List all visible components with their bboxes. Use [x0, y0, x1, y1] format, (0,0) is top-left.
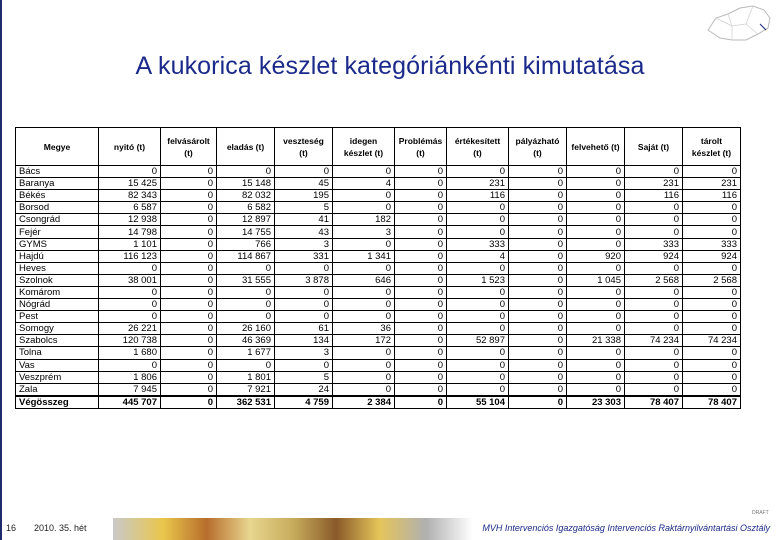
value-cell: 0: [395, 262, 447, 274]
value-cell: 0: [567, 178, 625, 190]
table-row: [16, 371, 741, 383]
value-cell: 14 755: [217, 226, 275, 238]
value-cell: 0: [567, 383, 625, 396]
value-cell: 26 221: [99, 323, 161, 335]
value-cell: 0: [217, 359, 275, 371]
table-row: [16, 311, 741, 323]
value-cell: 0: [395, 166, 447, 178]
value-cell: 0: [567, 371, 625, 383]
county-cell: Tolna: [16, 347, 99, 359]
value-cell: 1 801: [217, 371, 275, 383]
column-header: nyitó (t): [99, 128, 161, 166]
county-cell: Bács: [16, 166, 99, 178]
value-cell: 0: [509, 299, 567, 311]
value-cell: 0: [217, 299, 275, 311]
value-cell: 0: [161, 226, 217, 238]
value-cell: 0: [625, 347, 683, 359]
value-cell: 0: [447, 323, 509, 335]
table-row: [16, 286, 741, 298]
value-cell: 2 568: [625, 274, 683, 286]
value-cell: 0: [395, 250, 447, 262]
value-cell: 0: [567, 226, 625, 238]
value-cell: 116 123: [99, 250, 161, 262]
value-cell: 3: [333, 226, 395, 238]
value-cell: 0: [683, 299, 741, 311]
column-header: eladás (t): [217, 128, 275, 166]
value-cell: 0: [683, 371, 741, 383]
value-cell: 0: [447, 226, 509, 238]
value-cell: 0: [509, 202, 567, 214]
value-cell: 924: [683, 250, 741, 262]
value-cell: 12 938: [99, 214, 161, 226]
value-cell: 0: [567, 347, 625, 359]
value-cell: 445 707: [99, 396, 161, 409]
value-cell: 0: [625, 359, 683, 371]
value-cell: 0: [161, 166, 217, 178]
value-cell: 172: [333, 335, 395, 347]
value-cell: 5: [275, 202, 333, 214]
value-cell: 15 148: [217, 178, 275, 190]
value-cell: 38 001: [99, 274, 161, 286]
value-cell: 0: [395, 311, 447, 323]
value-cell: 0: [99, 286, 161, 298]
value-cell: 15 425: [99, 178, 161, 190]
value-cell: 0: [447, 311, 509, 323]
value-cell: 0: [395, 214, 447, 226]
column-header: tárolt készlet (t): [683, 128, 741, 166]
column-header: idegen készlet (t): [333, 128, 395, 166]
value-cell: 26 160: [217, 323, 275, 335]
value-cell: 0: [447, 286, 509, 298]
value-cell: 0: [567, 262, 625, 274]
value-cell: 182: [333, 214, 395, 226]
value-cell: 0: [333, 166, 395, 178]
value-cell: 0: [395, 202, 447, 214]
value-cell: 0: [161, 335, 217, 347]
value-cell: 82 343: [99, 190, 161, 202]
value-cell: 924: [625, 250, 683, 262]
value-cell: 0: [509, 274, 567, 286]
value-cell: 0: [625, 214, 683, 226]
hungary-map-icon: [698, 0, 778, 50]
value-cell: 0: [509, 371, 567, 383]
value-cell: 0: [509, 226, 567, 238]
value-cell: 0: [161, 383, 217, 396]
value-cell: 0: [275, 311, 333, 323]
value-cell: 21 338: [567, 335, 625, 347]
value-cell: 0: [509, 214, 567, 226]
value-cell: 45: [275, 178, 333, 190]
value-cell: 231: [683, 178, 741, 190]
value-cell: 0: [625, 262, 683, 274]
value-cell: 0: [509, 347, 567, 359]
value-cell: 0: [275, 299, 333, 311]
value-cell: 0: [161, 396, 217, 409]
county-cell: Veszprém: [16, 371, 99, 383]
value-cell: 0: [333, 286, 395, 298]
value-cell: 0: [683, 311, 741, 323]
value-cell: 116: [683, 190, 741, 202]
county-cell: Somogy: [16, 323, 99, 335]
county-cell: Békés: [16, 190, 99, 202]
value-cell: 0: [395, 371, 447, 383]
table-row: [16, 238, 741, 250]
value-cell: 3: [275, 238, 333, 250]
value-cell: 1 341: [333, 250, 395, 262]
table-header-row: [16, 128, 741, 166]
value-cell: 0: [333, 238, 395, 250]
value-cell: 0: [683, 262, 741, 274]
value-cell: 0: [99, 262, 161, 274]
value-cell: 0: [217, 286, 275, 298]
value-cell: 0: [161, 299, 217, 311]
footer-department: MVH Intervenciós Igazgatóság Intervenciós Raktárnyilvántartási Osztály: [482, 523, 770, 533]
value-cell: 0: [625, 383, 683, 396]
value-cell: 0: [683, 359, 741, 371]
value-cell: 333: [447, 238, 509, 250]
value-cell: 114 867: [217, 250, 275, 262]
value-cell: 0: [509, 323, 567, 335]
value-cell: 0: [395, 178, 447, 190]
value-cell: 6 582: [217, 202, 275, 214]
value-cell: 0: [395, 286, 447, 298]
stamp-label: DRAFT: [752, 510, 769, 516]
value-cell: 0: [275, 359, 333, 371]
stock-table: [15, 127, 741, 409]
value-cell: 3 878: [275, 274, 333, 286]
value-cell: 0: [625, 286, 683, 298]
value-cell: 0: [625, 166, 683, 178]
value-cell: 0: [509, 359, 567, 371]
value-cell: 0: [333, 262, 395, 274]
value-cell: 4 759: [275, 396, 333, 409]
value-cell: 78 407: [683, 396, 741, 409]
value-cell: 24: [275, 383, 333, 396]
value-cell: 134: [275, 335, 333, 347]
county-cell: Szabolcs: [16, 335, 99, 347]
value-cell: 0: [333, 347, 395, 359]
value-cell: 0: [161, 190, 217, 202]
value-cell: 766: [217, 238, 275, 250]
column-header: Problémás (t): [395, 128, 447, 166]
value-cell: 1 523: [447, 274, 509, 286]
value-cell: 1 806: [99, 371, 161, 383]
value-cell: 7 945: [99, 383, 161, 396]
table-row: [16, 250, 741, 262]
table-row: [16, 335, 741, 347]
total-row: [16, 396, 741, 409]
value-cell: 0: [509, 335, 567, 347]
county-cell: Végösszeg: [16, 396, 99, 409]
table-body: [16, 166, 741, 409]
column-header: felvásárolt (t): [161, 128, 217, 166]
value-cell: 0: [161, 238, 217, 250]
county-cell: Szolnok: [16, 274, 99, 286]
value-cell: 0: [567, 166, 625, 178]
value-cell: 0: [161, 202, 217, 214]
value-cell: 0: [161, 347, 217, 359]
value-cell: 116: [447, 190, 509, 202]
value-cell: 0: [509, 383, 567, 396]
value-cell: 0: [161, 274, 217, 286]
value-cell: 82 032: [217, 190, 275, 202]
value-cell: 0: [683, 214, 741, 226]
value-cell: 0: [509, 178, 567, 190]
value-cell: 0: [333, 190, 395, 202]
value-cell: 61: [275, 323, 333, 335]
value-cell: 0: [625, 299, 683, 311]
value-cell: 0: [161, 371, 217, 383]
value-cell: 0: [447, 262, 509, 274]
county-cell: Heves: [16, 262, 99, 274]
table-row: [16, 323, 741, 335]
value-cell: 0: [567, 238, 625, 250]
value-cell: 0: [683, 166, 741, 178]
column-header: veszteség (t): [275, 128, 333, 166]
value-cell: 0: [567, 323, 625, 335]
value-cell: 3: [275, 347, 333, 359]
value-cell: 1 101: [99, 238, 161, 250]
value-cell: 41: [275, 214, 333, 226]
value-cell: 0: [395, 347, 447, 359]
value-cell: 0: [161, 178, 217, 190]
value-cell: 0: [275, 166, 333, 178]
value-cell: 2 568: [683, 274, 741, 286]
table-row: [16, 178, 741, 190]
value-cell: 0: [395, 383, 447, 396]
value-cell: 4: [447, 250, 509, 262]
value-cell: 331: [275, 250, 333, 262]
value-cell: 0: [395, 226, 447, 238]
value-cell: 0: [509, 190, 567, 202]
value-cell: 0: [275, 286, 333, 298]
page-number: 16: [6, 523, 17, 533]
value-cell: 0: [683, 286, 741, 298]
value-cell: 0: [567, 359, 625, 371]
value-cell: 0: [395, 335, 447, 347]
table-row: [16, 262, 741, 274]
value-cell: 0: [333, 311, 395, 323]
value-cell: 362 531: [217, 396, 275, 409]
value-cell: 31 555: [217, 274, 275, 286]
table-row: [16, 383, 741, 396]
value-cell: 0: [447, 202, 509, 214]
column-header: Megye: [16, 128, 99, 166]
value-cell: 0: [161, 359, 217, 371]
footer-date: 2010. 35. hét: [34, 523, 87, 533]
value-cell: 0: [395, 359, 447, 371]
value-cell: 0: [625, 226, 683, 238]
value-cell: 46 369: [217, 335, 275, 347]
value-cell: 36: [333, 323, 395, 335]
value-cell: 0: [625, 311, 683, 323]
value-cell: 0: [275, 262, 333, 274]
value-cell: 12 897: [217, 214, 275, 226]
value-cell: 120 738: [99, 335, 161, 347]
value-cell: 0: [567, 311, 625, 323]
value-cell: 231: [625, 178, 683, 190]
value-cell: 1 680: [99, 347, 161, 359]
value-cell: 74 234: [683, 335, 741, 347]
value-cell: 0: [567, 299, 625, 311]
county-cell: GYMS: [16, 238, 99, 250]
value-cell: 0: [509, 250, 567, 262]
value-cell: 4: [333, 178, 395, 190]
value-cell: 55 104: [447, 396, 509, 409]
value-cell: 78 407: [625, 396, 683, 409]
value-cell: 0: [99, 166, 161, 178]
value-cell: 0: [509, 166, 567, 178]
value-cell: 1 045: [567, 274, 625, 286]
county-cell: Baranya: [16, 178, 99, 190]
value-cell: 0: [217, 166, 275, 178]
value-cell: 0: [333, 299, 395, 311]
value-cell: 920: [567, 250, 625, 262]
value-cell: 0: [683, 226, 741, 238]
value-cell: 116: [625, 190, 683, 202]
value-cell: 2 384: [333, 396, 395, 409]
value-cell: 0: [447, 371, 509, 383]
value-cell: 0: [509, 262, 567, 274]
value-cell: 0: [161, 262, 217, 274]
value-cell: 0: [447, 383, 509, 396]
value-cell: 333: [683, 238, 741, 250]
value-cell: 0: [161, 323, 217, 335]
value-cell: 0: [509, 311, 567, 323]
value-cell: 0: [625, 202, 683, 214]
value-cell: 0: [99, 311, 161, 323]
value-cell: 74 234: [625, 335, 683, 347]
column-header: felvehető (t): [567, 128, 625, 166]
value-cell: 0: [217, 262, 275, 274]
value-cell: 231: [447, 178, 509, 190]
value-cell: 333: [625, 238, 683, 250]
value-cell: 7 921: [217, 383, 275, 396]
value-cell: 43: [275, 226, 333, 238]
slide-title: A kukorica készlet kategóriánkénti kimutatása: [135, 52, 645, 80]
value-cell: 646: [333, 274, 395, 286]
value-cell: 0: [567, 286, 625, 298]
value-cell: 0: [395, 323, 447, 335]
value-cell: 0: [161, 250, 217, 262]
value-cell: 0: [509, 238, 567, 250]
value-cell: 23 303: [567, 396, 625, 409]
value-cell: 0: [567, 190, 625, 202]
table-row: [16, 226, 741, 238]
value-cell: 6 587: [99, 202, 161, 214]
table-row: [16, 274, 741, 286]
stock-table-container: [15, 127, 741, 409]
value-cell: 0: [99, 299, 161, 311]
value-cell: 0: [683, 383, 741, 396]
table-row: [16, 202, 741, 214]
county-cell: Nógrád: [16, 299, 99, 311]
table-row: [16, 190, 741, 202]
value-cell: 0: [447, 299, 509, 311]
table-row: [16, 214, 741, 226]
value-cell: 0: [99, 359, 161, 371]
value-cell: 0: [447, 347, 509, 359]
county-cell: Komárom: [16, 286, 99, 298]
value-cell: 0: [447, 359, 509, 371]
value-cell: 52 897: [447, 335, 509, 347]
grain-photo-strip: [113, 518, 473, 540]
table-row: [16, 359, 741, 371]
value-cell: 0: [395, 299, 447, 311]
value-cell: 0: [567, 214, 625, 226]
value-cell: 0: [683, 347, 741, 359]
value-cell: 0: [625, 323, 683, 335]
value-cell: 0: [333, 202, 395, 214]
county-cell: Hajdú: [16, 250, 99, 262]
value-cell: 0: [447, 214, 509, 226]
value-cell: 0: [625, 371, 683, 383]
table-row: [16, 166, 741, 178]
value-cell: 0: [509, 396, 567, 409]
value-cell: 0: [217, 311, 275, 323]
value-cell: 0: [395, 190, 447, 202]
value-cell: 0: [161, 286, 217, 298]
value-cell: 0: [333, 371, 395, 383]
column-header: Saját (t): [625, 128, 683, 166]
county-cell: Borsod: [16, 202, 99, 214]
county-cell: Fejér: [16, 226, 99, 238]
column-header: pályázható (t): [509, 128, 567, 166]
value-cell: 0: [509, 286, 567, 298]
value-cell: 5: [275, 371, 333, 383]
value-cell: 0: [567, 202, 625, 214]
value-cell: 0: [395, 396, 447, 409]
value-cell: 1 677: [217, 347, 275, 359]
county-cell: Zala: [16, 383, 99, 396]
value-cell: 0: [683, 323, 741, 335]
value-cell: 0: [447, 166, 509, 178]
value-cell: 0: [333, 383, 395, 396]
table-row: [16, 299, 741, 311]
value-cell: 0: [161, 311, 217, 323]
county-cell: Vas: [16, 359, 99, 371]
county-cell: Pest: [16, 311, 99, 323]
value-cell: 195: [275, 190, 333, 202]
value-cell: 0: [395, 274, 447, 286]
left-accent-rule: [0, 0, 2, 540]
value-cell: 0: [333, 359, 395, 371]
column-header: értékesített (t): [447, 128, 509, 166]
value-cell: 0: [683, 202, 741, 214]
value-cell: 14 798: [99, 226, 161, 238]
table-row: [16, 347, 741, 359]
value-cell: 0: [395, 238, 447, 250]
county-cell: Csongrád: [16, 214, 99, 226]
value-cell: 0: [161, 214, 217, 226]
